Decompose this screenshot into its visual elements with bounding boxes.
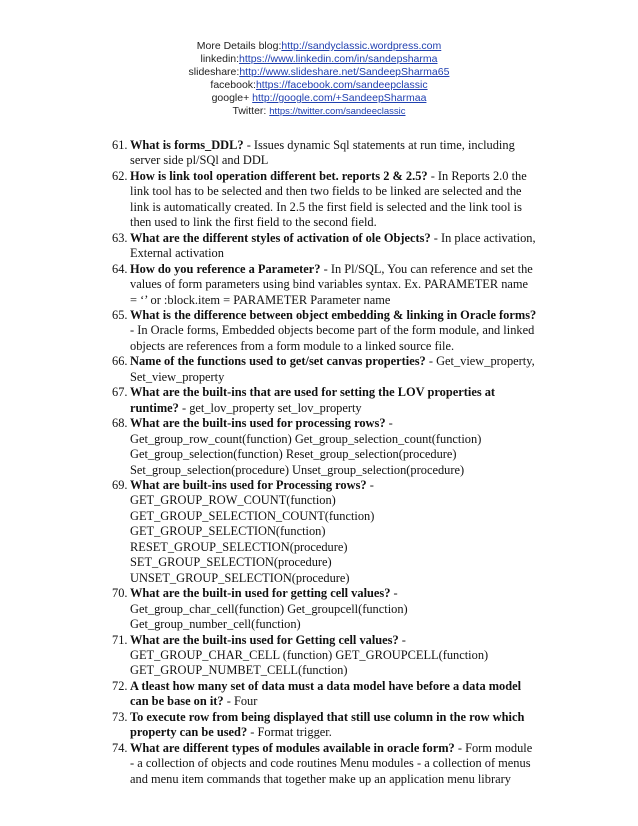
question-line bbox=[130, 463, 552, 478]
question-line bbox=[130, 231, 552, 246]
question-text: Name of the functions used to get/set canvas properties? bbox=[130, 354, 426, 369]
answer-text: link tool has to be selected and then two fields to be linked are selected and the bbox=[130, 184, 522, 199]
question-item bbox=[112, 679, 552, 710]
answer-text: - Format trigger. bbox=[247, 725, 332, 740]
answer-text: = ‘’ or :block.item = PARAMETER Parameter name bbox=[130, 292, 391, 307]
question-item bbox=[112, 633, 552, 679]
slideshare-label: slideshare: bbox=[188, 66, 240, 78]
question-text: How is link tool operation different bet. reports 2 & 2.5? bbox=[130, 168, 428, 183]
question-number: 65. bbox=[112, 307, 128, 322]
answer-text: Set_view_property bbox=[130, 369, 225, 384]
question-line bbox=[130, 571, 552, 586]
question-item bbox=[112, 354, 552, 385]
answer-text: - In place activation, bbox=[430, 230, 536, 245]
answer-text: - bbox=[398, 632, 406, 647]
question-text: What are the built-ins used for processing rows? bbox=[130, 416, 386, 431]
question-item bbox=[112, 416, 552, 478]
question-line bbox=[130, 246, 552, 261]
blog-label: More Details blog: bbox=[196, 40, 282, 52]
answer-text: - Four bbox=[223, 694, 258, 709]
answer-text: - In Oracle forms, Embedded objects become part of the form module, and linked bbox=[130, 323, 535, 338]
answer-text: GET_GROUP_CHAR_CELL (function) GET_GROUPCELL(function) bbox=[130, 647, 489, 662]
answer-text: - In Pl/SQL, You can reference and set the bbox=[320, 261, 533, 276]
slideshare-line bbox=[0, 66, 638, 79]
answer-text: Set_group_selection(procedure) Unset_group_selection(procedure) bbox=[130, 462, 465, 477]
google-line bbox=[0, 92, 638, 105]
answer-text: GET_GROUP_ROW_COUNT(function) bbox=[130, 493, 336, 508]
question-line bbox=[130, 694, 552, 709]
question-line bbox=[130, 725, 552, 740]
question-text: What are built-ins used for Processing rows? bbox=[130, 477, 367, 492]
answer-text: - bbox=[385, 416, 393, 431]
question-line bbox=[130, 293, 552, 308]
question-item bbox=[112, 231, 552, 262]
blog-line bbox=[0, 40, 638, 53]
answer-text: - In Reports 2.0 the bbox=[427, 168, 527, 183]
question-line bbox=[130, 323, 552, 338]
facebook-link[interactable]: https://facebook.com/sandeepclassic bbox=[255, 79, 428, 91]
linkedin-label: linkedin: bbox=[200, 53, 240, 65]
question-number: 66. bbox=[112, 354, 128, 369]
question-text: can be base on it? bbox=[130, 694, 224, 709]
linkedin-link[interactable]: https://www.linkedin.com/in/sandepsharma bbox=[239, 53, 438, 65]
facebook-label: facebook: bbox=[210, 79, 256, 91]
question-line bbox=[130, 447, 552, 462]
answer-text: UNSET_GROUP_SELECTION(procedure) bbox=[130, 570, 350, 585]
question-line bbox=[130, 200, 552, 215]
google-label: google+ bbox=[211, 92, 253, 104]
answer-text: RESET_GROUP_SELECTION(procedure) bbox=[130, 539, 348, 554]
question-item bbox=[112, 741, 552, 787]
blog-link[interactable]: http://sandyclassic.wordpress.com bbox=[281, 40, 442, 52]
question-item bbox=[112, 308, 552, 354]
question-item bbox=[112, 586, 552, 632]
answer-text: Get_group_number_cell(function) bbox=[130, 617, 301, 632]
question-number: 70. bbox=[112, 586, 128, 601]
answer-text: GET_GROUP_SELECTION(function) bbox=[130, 524, 326, 539]
question-number: 67. bbox=[112, 385, 128, 400]
question-text: property can be used? bbox=[130, 725, 248, 740]
question-text: What are the different styles of activation of ole Objects? bbox=[130, 230, 431, 245]
answer-text: - bbox=[390, 586, 398, 601]
question-line bbox=[130, 555, 552, 570]
question-text: What are different types of modules available in oracle form? bbox=[130, 740, 455, 755]
question-number: 72. bbox=[112, 678, 128, 693]
question-text: What are the built-ins used for Getting cell values? bbox=[130, 632, 399, 647]
question-line bbox=[130, 370, 552, 385]
question-line bbox=[130, 741, 552, 756]
question-line bbox=[130, 262, 552, 277]
question-item bbox=[112, 138, 552, 169]
slideshare-link[interactable]: http://www.slideshare.net/SandeepSharma65 bbox=[239, 66, 450, 78]
answer-text: SET_GROUP_SELECTION(procedure) bbox=[130, 555, 332, 570]
linkedin-line bbox=[0, 53, 638, 66]
question-line bbox=[130, 401, 552, 416]
answer-text: External activation bbox=[130, 246, 224, 261]
answer-text: - a collection of objects and code routines Menu modules - a collection of menus bbox=[130, 756, 531, 771]
question-line bbox=[130, 524, 552, 539]
facebook-line bbox=[0, 79, 638, 92]
question-text: What is forms_DDL? bbox=[130, 138, 244, 152]
question-line bbox=[130, 215, 552, 230]
answer-text: - Get_view_property, bbox=[425, 354, 535, 369]
question-text: runtime? bbox=[130, 400, 179, 415]
question-number: 64. bbox=[112, 261, 128, 276]
question-item bbox=[112, 385, 552, 416]
google-link[interactable]: http://google.com/+SandeepSharmaa bbox=[252, 92, 427, 104]
answer-text: values of form parameters using bind variables syntax. Ex. PARAMETER name bbox=[130, 277, 529, 292]
question-number: 73. bbox=[112, 709, 128, 724]
question-line bbox=[130, 772, 552, 787]
contact-header bbox=[0, 40, 638, 118]
answer-text: - Form module bbox=[454, 740, 533, 755]
question-line bbox=[130, 617, 552, 632]
answer-text: - bbox=[366, 477, 374, 492]
question-line bbox=[130, 432, 552, 447]
answer-text: Get_group_char_cell(function) Get_groupcell(function) bbox=[130, 601, 408, 616]
question-item bbox=[112, 262, 552, 308]
question-text: What are the built-in used for getting cell values? bbox=[130, 586, 391, 601]
question-number: 62. bbox=[112, 168, 128, 183]
answer-text: then used to link the first field to the second field. bbox=[130, 215, 377, 230]
question-line bbox=[130, 184, 552, 199]
question-item bbox=[112, 169, 552, 231]
question-line bbox=[130, 385, 552, 400]
question-line bbox=[130, 756, 552, 771]
question-line bbox=[130, 493, 552, 508]
question-line bbox=[130, 416, 552, 431]
twitter-label: Twitter: bbox=[232, 105, 270, 117]
question-line bbox=[130, 633, 552, 648]
question-text: What is the difference between object embedding & linking in Oracle forms? bbox=[130, 307, 537, 322]
answer-text: GET_GROUP_SELECTION_COUNT(function) bbox=[130, 508, 375, 523]
question-line bbox=[130, 308, 552, 323]
answer-text: objects are references from a form module to a linked source file. bbox=[130, 338, 455, 353]
question-number: 63. bbox=[112, 230, 128, 245]
answer-text: link is automatically created. In 2.5 the first field is selected and the link tool is bbox=[130, 199, 522, 214]
question-line bbox=[130, 679, 552, 694]
question-item bbox=[112, 478, 552, 586]
question-line bbox=[130, 509, 552, 524]
question-text: A tleast how many set of data must a data model have before a data model bbox=[130, 678, 522, 693]
question-text: To execute row from being displayed that still use column in the row which bbox=[130, 709, 525, 724]
question-line bbox=[130, 339, 552, 354]
question-number: 61. bbox=[112, 138, 128, 152]
question-line bbox=[130, 710, 552, 725]
question-item bbox=[112, 710, 552, 741]
question-number: 71. bbox=[112, 632, 128, 647]
question-list bbox=[112, 138, 552, 787]
answer-text: - Issues dynamic Sql statements at run time, including bbox=[243, 138, 515, 152]
question-number: 68. bbox=[112, 416, 128, 431]
question-text: What are the built-ins that are used for setting the LOV properties at bbox=[130, 385, 496, 400]
question-line bbox=[130, 663, 552, 678]
answer-text: GET_GROUP_NUMBET_CELL(function) bbox=[130, 663, 348, 678]
question-line bbox=[130, 478, 552, 493]
answer-text: Get_group_row_count(function) Get_group_selection_count(function) bbox=[130, 431, 482, 446]
question-text: How do you reference a Parameter? bbox=[130, 261, 321, 276]
answer-text: server side pl/SQl and DDL bbox=[130, 153, 269, 168]
question-line bbox=[130, 540, 552, 555]
answer-text: Get_group_selection(function) Reset_group_selection(procedure) bbox=[130, 447, 457, 462]
answer-text: and menu item commands that together make up an application menu library bbox=[130, 771, 511, 786]
question-number: 74. bbox=[112, 740, 128, 755]
question-line bbox=[130, 277, 552, 292]
question-number: 69. bbox=[112, 477, 128, 492]
twitter-link[interactable]: https://twitter.com/sandeeclassic bbox=[269, 106, 406, 117]
question-line bbox=[130, 586, 552, 601]
question-line bbox=[130, 138, 552, 153]
answer-text: - get_lov_property set_lov_property bbox=[178, 400, 362, 415]
question-line bbox=[130, 648, 552, 663]
twitter-line bbox=[0, 105, 638, 118]
question-line bbox=[130, 354, 552, 369]
question-line bbox=[130, 169, 552, 184]
question-line bbox=[130, 153, 552, 168]
question-line bbox=[130, 602, 552, 617]
